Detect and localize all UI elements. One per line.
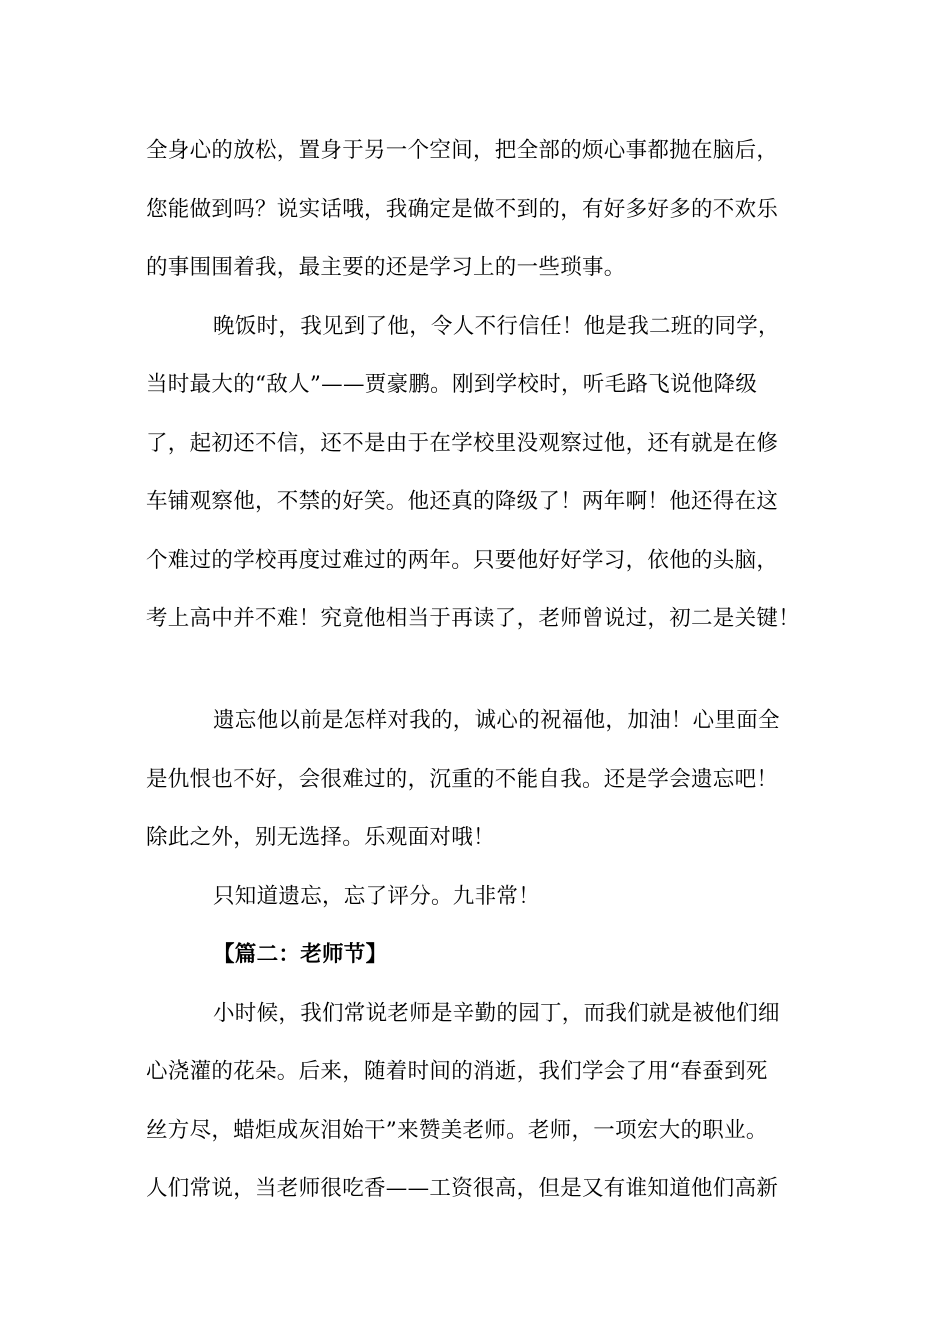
- text-line: 考上高中并不难！究竟他相当于再读了，老师曾说过，初二是关键！: [146, 606, 801, 631]
- text-line: 的事围围着我，最主要的还是学习上的一些琐事。: [146, 255, 626, 280]
- text-line: 个难过的学校再度过难过的两年。只要他好好学习，依他的头脑，: [146, 548, 779, 573]
- paragraph-start-line: 遗忘他以前是怎样对我的，诚心的祝福他，加油！心里面全: [213, 708, 780, 733]
- paragraph-start-line: 晚饭时，我见到了他，令人不行信任！他是我二班的同学，: [213, 314, 780, 339]
- text-line: 丝方尽，蜡炬成灰泪始干”来赞美老师。老师，一项宏大的职业。: [146, 1118, 768, 1143]
- text-line: 心浇灌的花朵。后来，随着时间的消逝，我们学会了用“春蚕到死: [146, 1059, 768, 1084]
- text-line: 您能做到吗？说实话哦，我确定是做不到的，有好多好多的不欢乐: [146, 197, 779, 222]
- text-line: 人们常说，当老师很吃香——工资很高，但是又有谁知道他们高新: [146, 1176, 779, 1201]
- section-heading: 【篇二：老师节】: [213, 942, 388, 967]
- paragraph-start-line: 只知道遗忘，忘了评分。九非常！: [213, 884, 541, 909]
- paragraph-start-line: 小时候，我们常说老师是辛勤的园丁，而我们就是被他们细: [213, 1001, 780, 1026]
- text-line: 了，起初还不信，还不是由于在学校里没观察过他，还有就是在修: [146, 431, 779, 456]
- text-line: 是仇恨也不好，会很难过的，沉重的不能自我。还是学会遗忘吧！: [146, 767, 779, 792]
- text-line: 当时最大的“敌人”——贾豪鹏。刚到学校时，听毛路飞说他降级: [146, 372, 758, 397]
- text-line: 车铺观察他，不禁的好笑。他还真的降级了！两年啊！他还得在这: [146, 489, 779, 514]
- text-line: 全身心的放松，置身于另一个空间，把全部的烦心事都抛在脑后，: [146, 138, 779, 163]
- text-line: 除此之外，别无选择。乐观面对哦！: [146, 825, 495, 850]
